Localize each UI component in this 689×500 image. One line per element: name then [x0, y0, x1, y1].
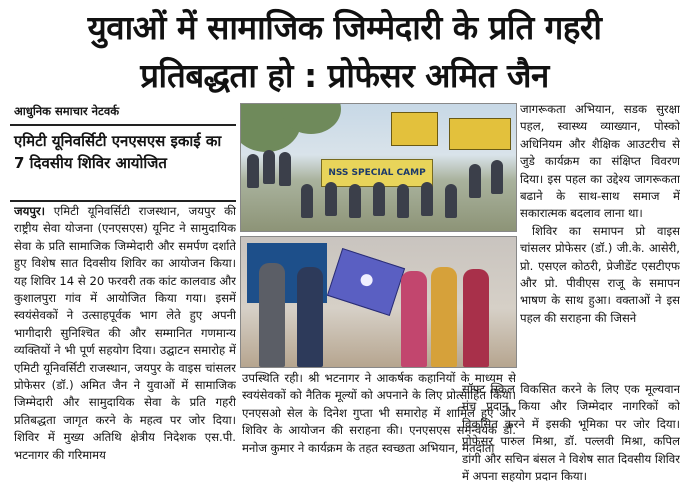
person-figure: [259, 263, 285, 367]
person-figure: [445, 184, 457, 218]
person-figure: [279, 152, 291, 186]
person-figure: [491, 160, 503, 194]
person-figure: [263, 150, 275, 184]
divider-rule: [10, 200, 236, 202]
nss-flag: [327, 248, 405, 316]
person-figure: [325, 182, 337, 216]
nss-logo-icon: [359, 273, 374, 288]
person-figure: [431, 267, 457, 367]
article-paragraph: सॉफ्ट स्किल विकसित करने के लिए एक मूल्यवान मंच प्रदान किया और जिम्मेदार नागरिकों को विकसित करने में इसकी भूमिका पर जोर दिया। प्रोफेसर पारुल मिश्रा, डॉ. पल्लवी मिश्रा, कपिल डांगी और सचिन बंसल ने विशेष सात दिवसीय शिविर में अपना सहयोग प्रदान किया।: [462, 382, 680, 484]
person-figure: [421, 182, 433, 216]
person-figure: [373, 182, 385, 216]
article-paragraph: जागरूकता अभियान, सडक सुरक्षा पहल, स्वास्थ्य व्याख्यान, पोस्को अधिनियम और शैक्षिक आउटरीच से जुडे कार्यक्रम का संक्षिप्त विवरण दिया। इस पहल का उद्देश्य जागरूकता बढाने के साथ-साथ समाज में सकारात्मक बदलाव लाना था।: [520, 102, 680, 221]
article-paragraph: उपस्थिति रही। श्री भटनागर ने आकर्षक कहानियों के माध्यम से स्वयंसेवकों को नैतिक मूल्यों को अपनाने के लिए प्रोत्साहित किया। एनएसओ सेल के दिनेश गुप्ता भी समारोह में शामिल हुए और शिविर के आयोजन की सराहना की। एनएसएस समन्वयक डॉ. मनोज कुमार ने कार्यक्रम के तहत स्वच्छता अभियान, मतदाता: [242, 371, 516, 455]
subheadline: एमिटी यूनिवर्सिटी एनएसएस इकाई का 7 दिवसीय शिविर आयोजित: [14, 132, 222, 172]
headline-line-2: प्रतिबद्धता हो : प्रोफेसर अमित जैन: [140, 56, 549, 95]
headline-line-1: युवाओं में सामाजिक जिम्मेदारी के प्रति गहरी: [87, 8, 602, 47]
article-paragraph: शिविर का समापन प्रो वाइस चांसलर प्रोफेसर (डॉ.) जी.के. आसेरी, प्रो. एसएल कोठरी, प्रेजीडेंट एसटीएफ और प्रो. पीवीएस राजू के समापन भाषण के साथ हुआ। वक्ताओं ने इस पहल की सराहना की जिसने: [520, 223, 680, 325]
person-figure: [469, 164, 481, 198]
person-figure: [297, 267, 323, 367]
person-figure: [397, 184, 409, 218]
headline: [0, 4, 689, 100]
bus-shape: [449, 118, 511, 150]
news-source: आधुनिक समाचार नेटवर्क: [14, 104, 120, 118]
group-photo: [240, 103, 517, 232]
article-paragraph: [14, 203, 236, 464]
flag-ceremony-photo: [240, 236, 517, 368]
article-text: एमिटी यूनिवर्सिटी राजस्थान, जयपुर की राष्ट्रीय सेवा योजना (एनएसएस) यूनिट ने सामुदायिक सेवा के प्रति सामाजिक जिम्मेदारी और समर्पण दर्शाते हुए विशेष सात दिवसीय शिविर का आयोजन किया। यह शिविर 14 से 20 फरवरी तक कांट कालवाड और कुशालपुरा गांव में आयोजित किया गया। इसमें स्वयंसेवकों ने उत्साहपूर्वक भाग लेते हुए अपनी भागीदारी सुनिश्चित की और सम्मानित गणमान्य व्यक्तियों ने भी पूर्ण सहयोग दिया। उद्घाटन समारोह में एमिटी यूनिवर्सिटी राजस्थान, जयपुर के वाइस चांसलर प्रोफेसर (डॉ.) अमित जैन ने युवाओं में सामाजिक जिम्मेदारी और सामुदायिक सेवा के प्रति गहरी प्रतिबद्धता जागृत करने के महत्व पर जोर दिया। शिविर में मुख्य अतिथि क्षेत्रीय निदेशक एस.पी. भटनागर की गरिमामय: [14, 204, 236, 462]
divider-rule: [10, 124, 236, 126]
person-figure: [401, 271, 427, 367]
article-column-1: [14, 203, 236, 500]
person-figure: [301, 184, 313, 218]
person-figure: [349, 184, 361, 218]
bus-shape: [391, 112, 438, 146]
nss-banner: NSS SPECIAL CAMP: [321, 159, 433, 187]
dateline: जयपुर।: [14, 204, 46, 218]
person-figure: [463, 269, 489, 367]
article-column-3-continued: [462, 381, 680, 499]
person-figure: [247, 154, 259, 188]
